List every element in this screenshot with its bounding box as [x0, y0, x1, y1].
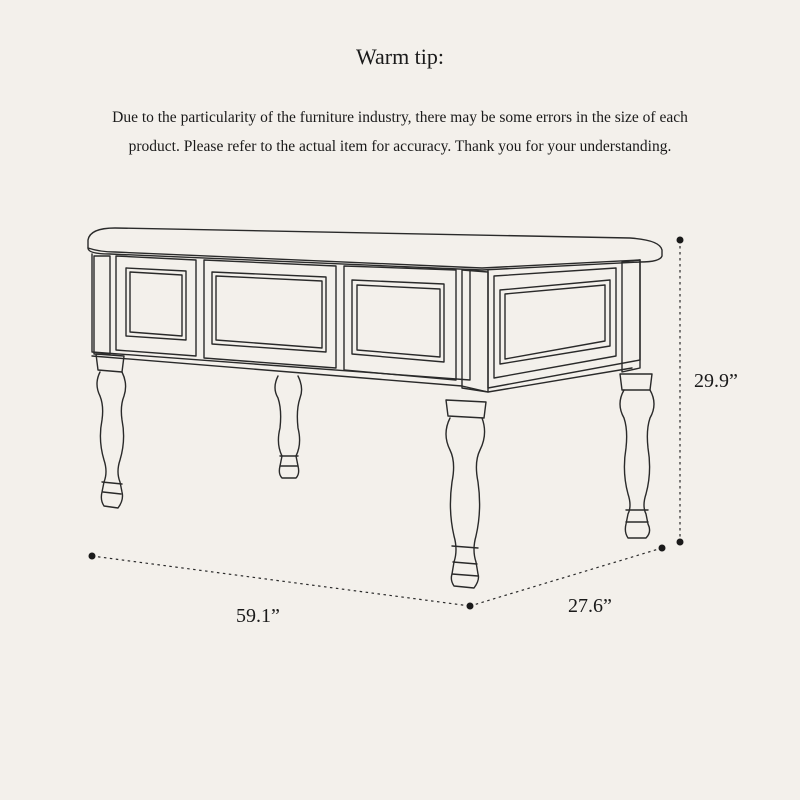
depth-dimension-line	[470, 548, 662, 606]
front-left-post	[94, 256, 110, 354]
leg-front-left	[96, 354, 126, 508]
depth-end-dot	[659, 545, 666, 552]
height-bottom-dot	[677, 539, 684, 546]
width-label: 59.1”	[236, 605, 280, 627]
front-panel-1-inner	[126, 268, 186, 340]
leg-back-left	[275, 376, 302, 478]
apron-bottom-edge	[92, 356, 632, 392]
height-label: 29.9”	[694, 370, 738, 392]
width-end-dot	[467, 603, 474, 610]
apron-side	[488, 260, 640, 388]
front-right-post	[462, 270, 488, 392]
width-dimension-line	[92, 556, 470, 606]
front-panel-3-inner2	[357, 285, 440, 357]
side-panel-inner2	[505, 285, 605, 359]
leg-back-right	[620, 374, 654, 538]
height-top-dot	[677, 237, 684, 244]
note-line-1: Due to the particularity of the furniture industry, there may be some errors in the size of each	[112, 109, 688, 126]
front-panel-2-inner	[212, 272, 326, 352]
width-start-dot	[89, 553, 96, 560]
warm-tip-title: Warm tip:	[355, 44, 445, 69]
front-panel-1-inner2	[130, 272, 182, 336]
back-right-post	[622, 260, 640, 372]
depth-label: 27.6”	[568, 595, 612, 617]
note-line-2: product. Please refer to the actual item for accuracy. Thank you for your understanding.	[128, 138, 672, 155]
front-panel-2-inner2	[216, 276, 322, 348]
front-panel-3-inner	[352, 280, 444, 362]
leg-front-right	[446, 400, 486, 588]
